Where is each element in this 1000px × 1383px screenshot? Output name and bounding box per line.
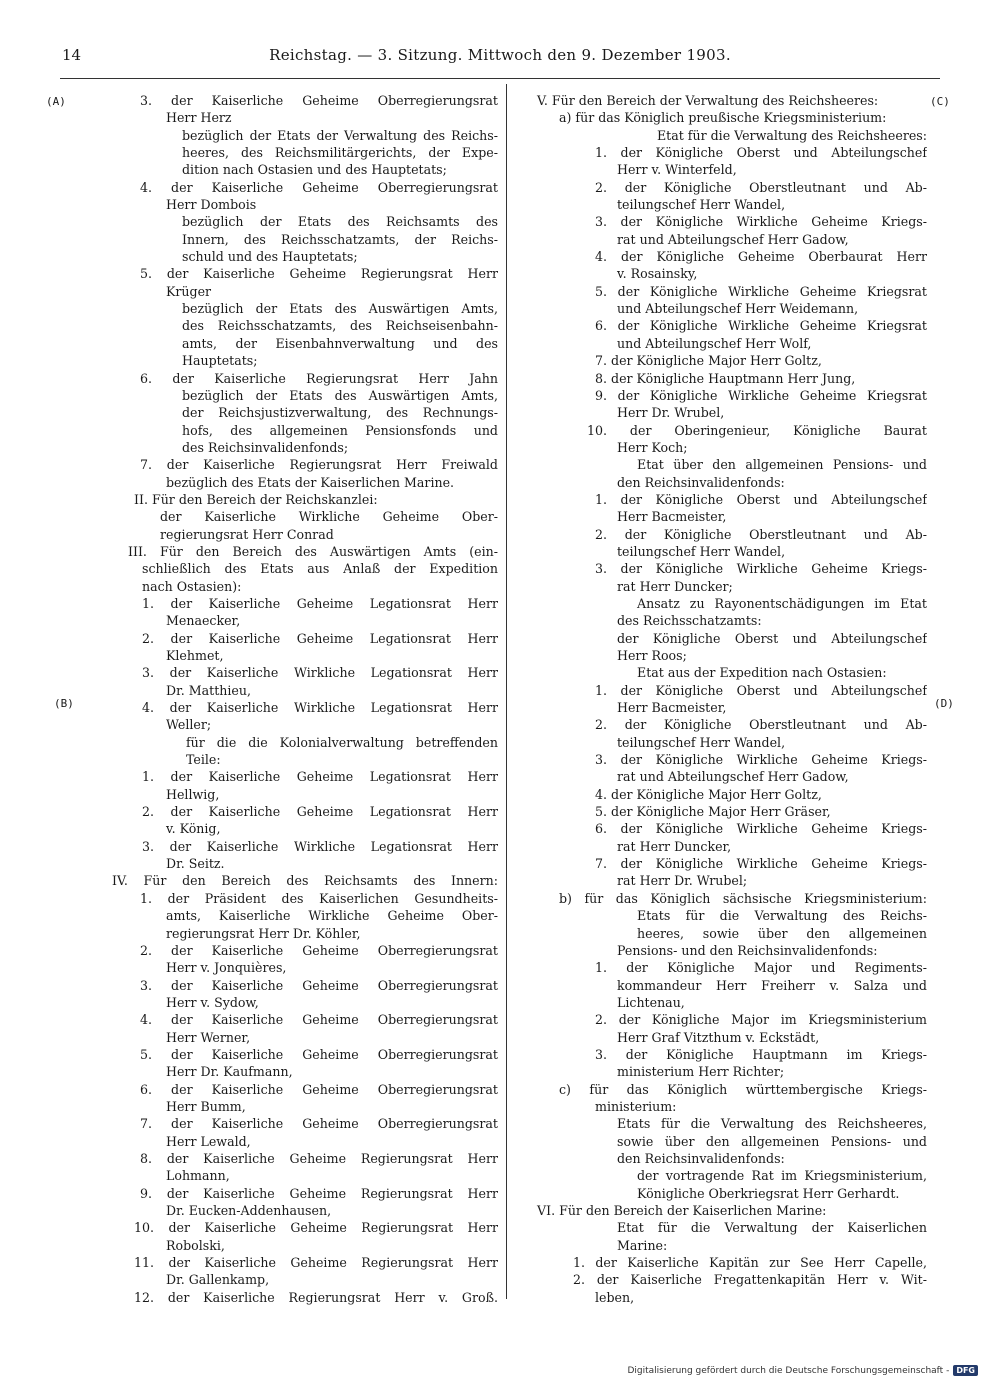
text-line: schuld und des Hauptetats; [182, 249, 358, 265]
text-line: II. Für den Bereich der Reichskanzlei: [134, 491, 378, 507]
text-line: 7. der Kaiserliche Regierungsrat Herr Freiwald [140, 457, 498, 473]
text-line: 2. der Kaiserliche Geheime Oberregierungsrat [140, 942, 498, 958]
text-line: Herr Koch; [617, 439, 688, 455]
text-line: v. Rosainsky, [617, 266, 698, 282]
text-line: ministerium: [595, 1098, 677, 1114]
text-line: nach Ostasien): [142, 578, 242, 594]
text-line: rat Herr Duncker, [617, 838, 732, 854]
text-line: Robolski, [166, 1237, 225, 1253]
text-line: 3. der Königliche Wirkliche Geheime Kriegs- [595, 214, 927, 230]
text-line: 7. der Kaiserliche Geheime Oberregierungsrat [140, 1116, 498, 1132]
text-line: Herr Werner, [166, 1029, 251, 1045]
text-line: 6. der Königliche Wirkliche Geheime Kriegs- [595, 821, 927, 837]
text-line: 5. der Königliche Wirkliche Geheime Kriegsrat [595, 283, 927, 299]
text-line: bezüglich des Etats der Kaiserlichen Marine. [166, 474, 455, 490]
text-line: dition nach Ostasien und des Hauptetats; [182, 162, 447, 178]
text-line: des Reichsschatzamts: [617, 613, 762, 629]
text-line: 1. der Kaiserliche Kapitän zur See Herr Capelle, [573, 1255, 927, 1271]
page-header [60, 46, 940, 68]
text-line: Hauptetats; [182, 353, 258, 369]
text-line: und Abteilungschef Herr Wolf, [617, 335, 812, 351]
text-line: der Königliche Oberst und Abteilungschef [617, 630, 927, 646]
text-line: Dr. Seitz. [166, 856, 225, 872]
margin-mark-c: (C) [930, 95, 950, 108]
text-line: der Reichsjustizverwaltung, des Rechnungs- [182, 405, 498, 421]
margin-mark-a: (A) [46, 95, 66, 108]
text-line: 1. der Königliche Major und Regiments- [595, 960, 927, 976]
text-line: 11. der Kaiserliche Geheime Regierungsrat Herr [134, 1255, 498, 1271]
text-line: Herr Dombois [166, 197, 257, 213]
text-line: teilungschef Herr Wandel, [617, 197, 786, 213]
text-line: Krüger [166, 283, 212, 299]
text-line: Dr. Matthieu, [166, 682, 251, 698]
text-line: 1. der Kaiserliche Geheime Legationsrat Herr [142, 769, 498, 785]
text-line: 1. der Kaiserliche Geheime Legationsrat Herr [142, 595, 498, 611]
footer [627, 1365, 978, 1376]
text-line: teilungschef Herr Wandel, [617, 734, 786, 750]
text-line: 6. der Kaiserliche Geheime Oberregierungsrat [140, 1081, 498, 1097]
text-line: 2. der Kaiserliche Geheime Legationsrat Herr [142, 804, 498, 820]
text-line: 3. der Königliche Wirkliche Geheime Kriegs- [595, 561, 927, 577]
margin-mark-d: (D) [934, 697, 954, 710]
text-line: 3. der Kaiserliche Geheime Oberregierungsrat [140, 93, 498, 108]
page-title: Reichstag. — 3. Sitzung. Mittwoch den 9. Dezember 1903. [269, 46, 731, 64]
text-line: Dr. Gallenkamp, [166, 1272, 270, 1288]
text-line: 3. der Kaiserliche Wirkliche Legationsrat Herr [142, 665, 498, 681]
text-line: heeres, sowie über den allgemeinen [637, 925, 927, 941]
text-line: rat Herr Duncker; [617, 578, 733, 594]
text-line: 1. der Königliche Oberst und Abteilungschef [595, 682, 927, 698]
text-line: Königliche Oberkriegsrat Herr Gerhardt. [637, 1185, 900, 1201]
left-column [108, 92, 498, 1306]
text-line: Klehmet, [166, 648, 224, 663]
text-line: der Kaiserliche Wirkliche Geheime Ober- [160, 509, 498, 525]
text-line: 2. der Königliche Oberstleutnant und Ab- [595, 717, 927, 733]
text-line: ministerium Herr Richter; [617, 1064, 785, 1080]
text-line: c) für das Königlich württembergische Kriegs- [559, 1081, 927, 1097]
text-line: 4. der Königliche Major Herr Goltz, [595, 786, 822, 802]
text-line: b) für das Königlich sächsische Kriegsministerium: [559, 890, 927, 906]
text-line: 2. der Königliche Oberstleutnant und Ab- [595, 526, 927, 542]
text-line: Herr Bumm, [166, 1098, 246, 1114]
text-line: Lohmann, [166, 1168, 230, 1184]
text-line: Etats für die Verwaltung des Reichs- [637, 908, 927, 924]
text-line: Marine: [617, 1237, 668, 1253]
text-line: 5. der Kaiserliche Geheime Oberregierungsrat [140, 1046, 498, 1062]
header-rule [60, 78, 940, 79]
text-line: 4. der Kaiserliche Wirkliche Legationsrat Herr [142, 700, 498, 716]
text-line: 2. der Königliche Major im Kriegsministerium [595, 1012, 927, 1028]
text-line: 10. der Kaiserliche Geheime Regierungsrat Herr [134, 1220, 498, 1236]
text-line: 3. der Kaiserliche Geheime Oberregierungsrat [140, 977, 498, 993]
text-line: Etats für die Verwaltung des Reichsheeres, [617, 1116, 927, 1132]
text-line: 1. der Königliche Oberst und Abteilungschef [595, 491, 927, 507]
text-line: amts, Kaiserliche Wirkliche Geheime Ober- [166, 908, 498, 924]
page-number: 14 [62, 46, 82, 64]
text-line: 8. der Kaiserliche Geheime Regierungsrat Herr [140, 1150, 498, 1166]
text-line: leben, [595, 1289, 635, 1305]
text-line: 7. der Königliche Wirkliche Geheime Kriegs- [595, 856, 927, 872]
text-line: Herr Roos; [617, 648, 687, 663]
text-line: 6. der Kaiserliche Regierungsrat Herr Jahn [140, 370, 498, 386]
text-line: 5. der Königliche Major Herr Gräser, [595, 804, 831, 820]
text-line: bezüglich der Etats des Auswärtigen Amts, [182, 387, 498, 403]
text-line: V. Für den Bereich der Verwaltung des Reichsheeres: [537, 93, 879, 108]
text-line: a) für das Königlich preußische Kriegsministerium: [559, 110, 887, 126]
text-line: Herr Bacmeister, [617, 700, 727, 716]
text-line: IV. Für den Bereich des Reichsamts des Innern: [112, 873, 498, 889]
text-line: Herr Lewald, [166, 1133, 251, 1149]
text-line: 5. der Kaiserliche Geheime Regierungsrat Herr [140, 266, 498, 282]
text-line: für die die Kolonialverwaltung betreffenden [186, 734, 498, 750]
text-line: regierungsrat Herr Conrad [160, 526, 334, 542]
text-line: 3. der Kaiserliche Wirkliche Legationsrat Herr [142, 838, 498, 854]
text-line: Pensions- und den Reichsinvalidenfonds: [617, 942, 878, 958]
text-line: 1. der Präsident des Kaiserlichen Gesundheits- [140, 890, 498, 906]
text-line: 10. der Oberingenieur, Königliche Baurat [587, 422, 927, 438]
text-line: Lichtenau, [617, 994, 685, 1010]
text-line: 3. der Königliche Hauptmann im Kriegs- [595, 1046, 927, 1062]
text-line: bezüglich der Etats der Verwaltung des Reichs- [182, 127, 498, 143]
text-line: 6. der Königliche Wirkliche Geheime Kriegsrat [595, 318, 927, 334]
text-line: bezüglich der Etats des Auswärtigen Amts, [182, 301, 498, 317]
text-line: Teile: [186, 752, 221, 768]
text-line: Menaecker, [166, 613, 241, 629]
text-line: den Reichsinvalidenfonds: [617, 1150, 785, 1166]
text-line: amts, der Eisenbahnverwaltung und des [182, 335, 498, 351]
text-line: rat Herr Dr. Wrubel; [617, 873, 748, 889]
footer-credit: Digitalisierung gefördert durch die Deutsche Forschungsgemeinschaft - [627, 1365, 950, 1376]
text-line: v. König, [166, 821, 221, 837]
dfg-logo-icon: DFG [953, 1365, 978, 1376]
text-line: Herr v. Sydow, [166, 994, 259, 1010]
text-line: rat und Abteilungschef Herr Gadow, [617, 769, 849, 785]
text-line: Herr Herz [166, 110, 232, 126]
text-line: Etat aus der Expedition nach Ostasien: [637, 665, 887, 681]
text-line: schließlich des Etats aus Anlaß der Expedition [142, 561, 498, 577]
text-line: teilungschef Herr Wandel, [617, 543, 786, 559]
text-line: rat und Abteilungschef Herr Gadow, [617, 231, 849, 247]
text-line: 4. der Königliche Geheime Oberbaurat Herr [595, 249, 927, 265]
text-line: 12. der Kaiserliche Regierungsrat Herr v. Groß. [134, 1289, 498, 1305]
text-line: des Reichsschatzamts, des Reichseisenbahn- [182, 318, 498, 334]
text-line: Herr v. Jonquières, [166, 960, 287, 976]
text-line: regierungsrat Herr Dr. Köhler, [166, 925, 361, 941]
text-line: 4. der Kaiserliche Geheime Oberregierungsrat [140, 179, 498, 195]
text-line: des Reichsinvalidenfonds; [182, 439, 349, 455]
text-line: kommandeur Herr Freiherr v. Salza und [617, 977, 927, 993]
text-line: 9. der Königliche Wirkliche Geheime Kriegsrat [595, 387, 927, 403]
text-line: VI. Für den Bereich der Kaiserlichen Marine: [537, 1203, 827, 1218]
text-line: 9. der Kaiserliche Geheime Regierungsrat Herr [140, 1185, 498, 1201]
text-line: 1. der Königliche Oberst und Abteilungschef [595, 145, 927, 161]
text-line: den Reichsinvalidenfonds: [617, 474, 785, 490]
text-line: 4. der Kaiserliche Geheime Oberregierungsrat [140, 1012, 498, 1028]
text-line: Herr Bacmeister, [617, 509, 727, 525]
text-line: Weller; [166, 717, 212, 733]
margin-mark-b: (B) [54, 697, 74, 710]
text-line: 3. der Königliche Wirkliche Geheime Kriegs- [595, 752, 927, 768]
text-line: 2. der Kaiserliche Geheime Legationsrat Herr [142, 630, 498, 646]
text-line: III. Für den Bereich des Auswärtigen Amts (ein- [128, 543, 498, 559]
text-line: Dr. Eucken-Addenhausen, [166, 1203, 332, 1218]
column-divider [506, 84, 507, 1299]
text-line: bezüglich der Etats des Reichsamts des [182, 214, 498, 230]
text-line: Hellwig, [166, 786, 220, 802]
text-line: heeres, des Reichsmilitärgerichts, der Expe- [182, 145, 498, 161]
text-line: Innern, des Reichsschatzamts, der Reichs- [182, 231, 498, 247]
text-line: Etat für die Verwaltung des Reichsheeres: [656, 127, 927, 143]
text-line: Herr Dr. Kaufmann, [166, 1064, 293, 1080]
text-line: Ansatz zu Rayonentschädigungen im Etat [637, 595, 927, 611]
text-line: 2. der Königliche Oberstleutnant und Ab- [595, 179, 927, 195]
text-line: Herr Graf Vitzthum v. Eckstädt, [617, 1029, 820, 1045]
text-line: 8. der Königliche Hauptmann Herr Jung, [595, 370, 856, 386]
text-line: 7. der Königliche Major Herr Goltz, [595, 353, 822, 369]
text-line: der vortragende Rat im Kriegsministerium, [637, 1168, 927, 1184]
text-line: und Abteilungschef Herr Weidemann, [617, 301, 859, 317]
text-line: Etat für die Verwaltung der Kaiserlichen [617, 1220, 927, 1236]
text-line: sowie über den allgemeinen Pensions- und [617, 1133, 927, 1149]
right-column [515, 92, 927, 1306]
text-line: Etat über den allgemeinen Pensions- und [637, 457, 927, 473]
text-line: hofs, des allgemeinen Pensionsfonds und [182, 422, 498, 438]
text-line: Herr v. Winterfeld, [617, 162, 737, 178]
text-line: 2. der Kaiserliche Fregattenkapitän Herr v. Wit- [573, 1272, 927, 1288]
text-line: Herr Dr. Wrubel, [617, 405, 725, 421]
